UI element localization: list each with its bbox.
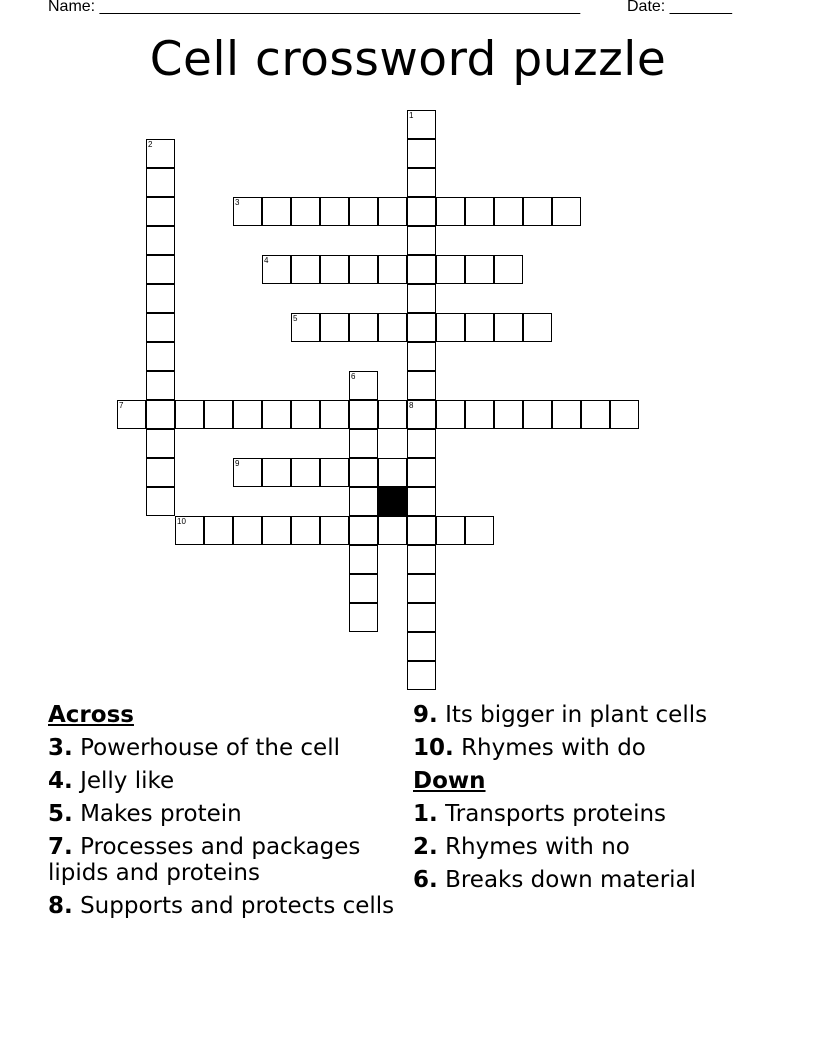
clue-text: Rhymes with no	[445, 834, 630, 860]
page-title: Cell crossword puzzle	[149, 32, 667, 87]
grid-cell[interactable]	[407, 342, 436, 371]
grid-cell[interactable]	[291, 516, 320, 545]
cell-number: 6	[351, 372, 356, 381]
grid-cell[interactable]	[407, 574, 436, 603]
clue-across-8	[48, 893, 398, 919]
name-line: Name: ______________________________________________________	[48, 0, 581, 15]
grid-cell[interactable]	[262, 255, 291, 284]
across-heading: Across	[48, 702, 134, 728]
clue-number: 5.	[48, 801, 73, 827]
grid-cell[interactable]	[349, 197, 378, 226]
clues-column-left	[48, 702, 398, 926]
cell-number: 7	[119, 401, 124, 410]
clue-number: 1.	[413, 801, 438, 827]
grid-cell[interactable]	[407, 313, 436, 342]
grid-cell[interactable]	[407, 400, 436, 429]
clue-across-9	[413, 702, 793, 728]
cell-number: 10	[177, 517, 186, 526]
grid-cell[interactable]	[378, 313, 407, 342]
grid-cell[interactable]	[349, 371, 378, 400]
grid-cell[interactable]	[523, 313, 552, 342]
grid-cell[interactable]	[146, 458, 175, 487]
cell-number: 4	[264, 256, 269, 265]
grid-cell[interactable]	[436, 313, 465, 342]
grid-cell[interactable]	[407, 632, 436, 661]
clue-across-7	[48, 834, 398, 886]
grid-cell[interactable]	[407, 545, 436, 574]
grid-cell[interactable]	[465, 255, 494, 284]
cell-number: 8	[409, 401, 414, 410]
black-cell	[378, 487, 407, 516]
clue-text: Processes and packages lipids and proteins	[48, 834, 361, 886]
grid-cell[interactable]	[581, 400, 610, 429]
grid-cell[interactable]	[320, 313, 349, 342]
grid-cell[interactable]	[552, 197, 581, 226]
grid-cell[interactable]	[552, 400, 581, 429]
grid-cell[interactable]	[291, 400, 320, 429]
clue-number: 9.	[413, 702, 438, 728]
grid-cell[interactable]	[291, 313, 320, 342]
grid-cell[interactable]	[465, 313, 494, 342]
grid-cell[interactable]	[407, 139, 436, 168]
grid-cell[interactable]	[146, 139, 175, 168]
grid-cell[interactable]	[117, 400, 146, 429]
clue-down-6	[413, 867, 793, 893]
grid-cell[interactable]	[349, 545, 378, 574]
cell-number: 9	[235, 459, 240, 468]
grid-cell[interactable]	[407, 255, 436, 284]
grid-cell[interactable]	[204, 516, 233, 545]
grid-cell[interactable]	[320, 255, 349, 284]
clue-down-1	[413, 801, 793, 827]
grid-cell[interactable]	[262, 197, 291, 226]
grid-cell[interactable]	[494, 255, 523, 284]
grid-cell[interactable]	[407, 487, 436, 516]
clue-across-4	[48, 768, 398, 794]
grid-cell[interactable]	[407, 110, 436, 139]
grid-cell[interactable]	[378, 516, 407, 545]
cell-number: 2	[148, 140, 153, 149]
grid-cell[interactable]	[262, 516, 291, 545]
grid-cell[interactable]	[320, 400, 349, 429]
grid-cell[interactable]	[407, 516, 436, 545]
grid-cell[interactable]	[349, 516, 378, 545]
grid-cell[interactable]	[146, 429, 175, 458]
grid-cell[interactable]	[407, 168, 436, 197]
grid-cell[interactable]	[436, 516, 465, 545]
grid-cell[interactable]	[465, 197, 494, 226]
clue-text: Jelly like	[80, 768, 175, 794]
clue-number: 10.	[413, 735, 454, 761]
grid-cell[interactable]	[262, 458, 291, 487]
grid-cell[interactable]	[436, 400, 465, 429]
grid-cell[interactable]	[262, 400, 291, 429]
grid-cell[interactable]	[146, 284, 175, 313]
grid-cell[interactable]	[320, 516, 349, 545]
grid-cell[interactable]	[233, 516, 262, 545]
grid-cell[interactable]	[233, 400, 262, 429]
grid-cell[interactable]	[291, 255, 320, 284]
cell-number: 1	[409, 111, 414, 120]
grid-cell[interactable]	[320, 197, 349, 226]
grid-cell[interactable]	[494, 313, 523, 342]
grid-cell[interactable]	[610, 400, 639, 429]
grid-cell[interactable]	[204, 400, 233, 429]
grid-cell[interactable]	[378, 458, 407, 487]
grid-cell[interactable]	[349, 400, 378, 429]
grid-cell[interactable]	[407, 603, 436, 632]
grid-cell[interactable]	[378, 197, 407, 226]
grid-cell[interactable]	[523, 197, 552, 226]
grid-cell[interactable]	[407, 429, 436, 458]
grid-cell[interactable]	[146, 313, 175, 342]
grid-cell[interactable]	[523, 400, 552, 429]
clue-number: 3.	[48, 735, 73, 761]
grid-cell[interactable]	[146, 342, 175, 371]
grid-cell[interactable]	[407, 661, 436, 690]
grid-cell[interactable]	[320, 458, 349, 487]
grid-cell[interactable]	[233, 197, 262, 226]
grid-cell[interactable]	[349, 255, 378, 284]
grid-cell[interactable]	[233, 458, 262, 487]
clue-across-5	[48, 801, 398, 827]
grid-cell[interactable]	[494, 400, 523, 429]
grid-cell[interactable]	[146, 255, 175, 284]
grid-cell[interactable]	[465, 516, 494, 545]
clue-text: Breaks down material	[445, 867, 697, 893]
grid-cell[interactable]	[407, 197, 436, 226]
clue-number: 8.	[48, 893, 73, 919]
grid-cell[interactable]	[407, 458, 436, 487]
clues-column-right	[413, 702, 793, 900]
grid-cell[interactable]	[436, 197, 465, 226]
grid-cell[interactable]	[291, 458, 320, 487]
grid-cell[interactable]	[349, 487, 378, 516]
grid-cell[interactable]	[349, 429, 378, 458]
grid-cell[interactable]	[407, 226, 436, 255]
grid-cell[interactable]	[378, 400, 407, 429]
grid-cell[interactable]	[175, 516, 204, 545]
grid-cell[interactable]	[349, 574, 378, 603]
grid-cell[interactable]	[175, 400, 204, 429]
clue-text: Transports proteins	[445, 801, 667, 827]
clue-text: Its bigger in plant cells	[445, 702, 708, 728]
grid-cell[interactable]	[349, 313, 378, 342]
grid-cell[interactable]	[407, 284, 436, 313]
grid-cell[interactable]	[349, 458, 378, 487]
grid-cell[interactable]	[494, 197, 523, 226]
clue-number: 6.	[413, 867, 438, 893]
clue-text: Supports and protects cells	[80, 893, 395, 919]
clue-across-3	[48, 735, 398, 761]
clue-text: Powerhouse of the cell	[80, 735, 340, 761]
date-line: Date: _______	[627, 0, 732, 15]
grid-cell[interactable]	[349, 603, 378, 632]
grid-cell[interactable]	[146, 371, 175, 400]
grid-cell[interactable]	[146, 226, 175, 255]
clue-text: Makes protein	[80, 801, 242, 827]
cell-number: 5	[293, 314, 298, 323]
grid-cell[interactable]	[146, 197, 175, 226]
cell-number: 3	[235, 198, 240, 207]
grid-cell[interactable]	[291, 197, 320, 226]
clue-across-10	[413, 735, 793, 761]
down-heading: Down	[413, 768, 486, 794]
grid-cell[interactable]	[378, 255, 407, 284]
clue-number: 2.	[413, 834, 438, 860]
clue-number: 4.	[48, 768, 73, 794]
clue-text: Rhymes with do	[461, 735, 646, 761]
grid-cell[interactable]	[465, 400, 494, 429]
grid-cell[interactable]	[146, 168, 175, 197]
grid-cell[interactable]	[407, 371, 436, 400]
clue-number: 7.	[48, 834, 73, 860]
grid-cell[interactable]	[146, 400, 175, 429]
grid-cell[interactable]	[436, 255, 465, 284]
grid-cell[interactable]	[146, 487, 175, 516]
clue-down-2	[413, 834, 793, 860]
